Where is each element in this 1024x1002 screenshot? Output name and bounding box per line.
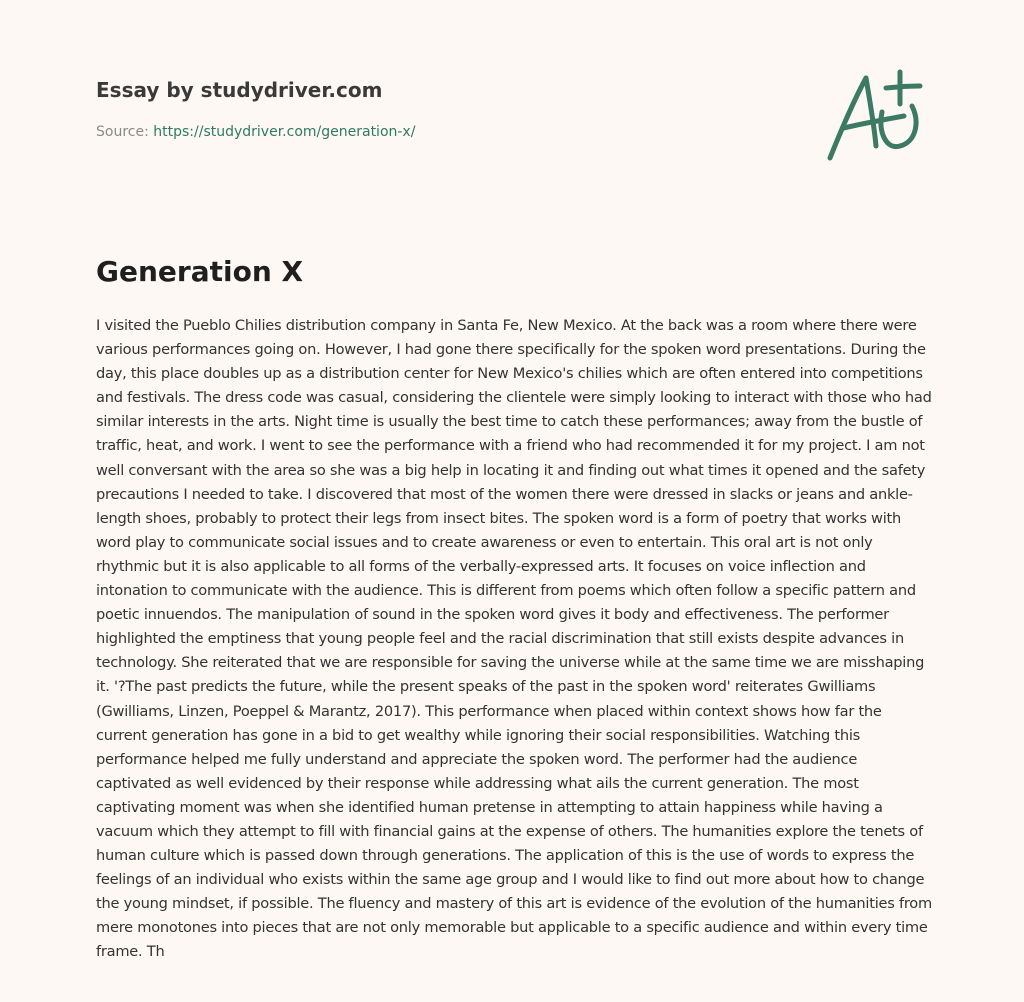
a-plus-logo-icon xyxy=(820,66,930,166)
source-link[interactable]: https://studydriver.com/generation-x/ xyxy=(153,124,416,140)
source-label: Source: xyxy=(96,124,149,140)
source-line xyxy=(96,122,736,142)
essay-body: I visited the Pueblo Chilies distribution company in Santa Fe, New Mexico. At the back was a room where there were various performances going on. However, I had gone there specifically for the spoken word presentations. During the day, this place doubles up as a distribution center for New Mexico's chilies which are often entered into competitions and festivals. The dress code was casual, considering the clientele were simply looking to interact with those who had similar interests in the arts. Night time is usually the best time to catch these performances; away from the bustle of traffic, heat, and work. I went to see the performance with a friend who had recommended it for my project. I am not well conversant with the area so she was a big help in locating it and finding out what times it opened and the safety precautions I needed to take. I discovered that most of the women there were dressed in slacks or jeans and ankle-length shoes, probably to protect their legs from insect bites. The spoken word is a form of poetry that works with word play to communicate social issues and to create awareness or even to entertain. This oral art is not only rhythmic but it is also applicable to all forms of the verbally-expressed arts. It focuses on voice inflection and intonation to communicate with the audience. This is different from poems which often follow a specific pattern and poetic innuendos. The manipulation of sound in the spoken word gives it body and effectiveness. The performer highlighted the emptiness that young people feel and the racial discrimination that still exists despite advances in technology. She reiterated that we are responsible for saving the universe while at the same time we are misshaping it. '?The past predicts the future, while the present speaks of the past in the spoken word' reiterates Gwilliams (Gwilliams, Linzen, Poeppel & Marantz, 2017). This performance when placed within context shows how far the current generation has gone in a bid to get wealthy while ignoring their social responsibilities. Watching this performance helped me fully understand and appreciate the spoken word. The performer had the audience captivated as well evidenced by their response while addressing what ails the current generation. The most captivating moment was when she identified human pretense in attempting to attain happiness while having a vacuum which they attempt to fill with financial gains at the expense of others. The humanities explore the tenets of human culture which is passed down through generations. The application of this is the use of words to express the feelings of an individual who exists within the same age group and I would like to find out more about how to change the young mindset, if possible. The fluency and mastery of this art is evidence of the evolution of the humanities from mere monotones into pieces that are not only memorable but applicable to a specific audience and within every time frame. Th xyxy=(96,317,932,961)
site-title: Essay by studydriver.com xyxy=(96,78,383,102)
page-header xyxy=(96,76,736,142)
document-title: Generation X xyxy=(96,255,304,288)
